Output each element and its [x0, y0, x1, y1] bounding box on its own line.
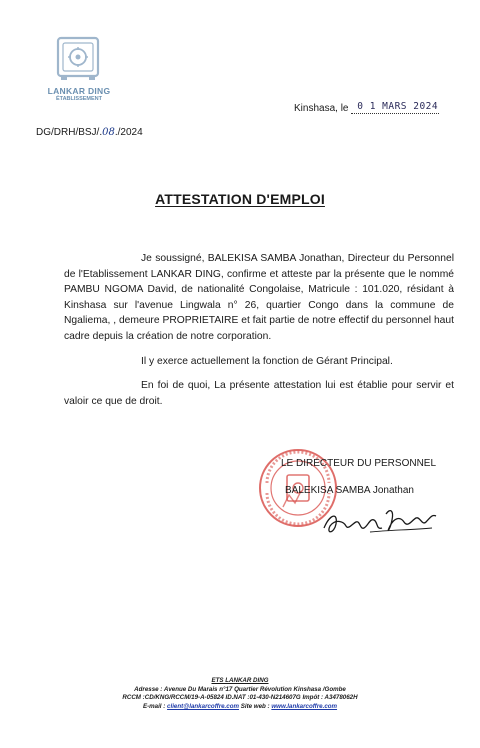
body-paragraph: En foi de quoi, La présente attestation lui est établie pour servir et valoir ce que de droit. — [64, 380, 454, 407]
footer — [0, 677, 480, 711]
reference-suffix: ./2024 — [114, 127, 143, 138]
body-paragraph: Je soussigné, BALEKISA SAMBA Jonathan, Directeur du Personnel de l'Etablissement LANKAR DING, confirme et atteste par la présente que le nommé PAMBU NGOMA David, de nationalité Congolaise, Matricule : 101.020, résidant à Kinshasa sur l'avenue Lingwala n° 26, quartier Congo dans la commune de Ngaliema, , demeure PROPRIETAIRE et fait partie de notre effectif du personnel haut cadre depuis la création de notre corporation. — [64, 253, 454, 342]
footer-address: Adresse : Avenue Du Marais n°17 Quartier Révolution Kinshasa /Gombe — [134, 685, 346, 693]
footer-site-label: Site web : — [240, 702, 270, 710]
footer-email-label: E-mail : — [142, 702, 166, 710]
date-line — [351, 103, 439, 114]
signatory-name: BALEKISA SAMBA Jonathan — [285, 485, 414, 496]
footer-website-link[interactable]: www.lankarcoffre.com — [271, 702, 338, 710]
handwritten-signature — [320, 500, 440, 542]
company-logo — [34, 36, 124, 112]
document-title-text: ATTESTATION D'EMPLOI — [155, 191, 325, 207]
reference-number — [36, 127, 143, 138]
document-title — [0, 191, 480, 207]
place-label: Kinshasa, le — [294, 103, 349, 114]
footer-registration: RCCM :CD/KNG/RCCM/19-A-05824 ID.NAT :01-430-N214607G Impôt : A3478062H — [122, 694, 358, 702]
place-and-date — [294, 103, 439, 114]
footer-contact — [0, 703, 480, 712]
footer-email-link[interactable]: client@lankarcoffre.com — [167, 702, 239, 710]
footer-company: ETS LANKAR DING — [211, 677, 269, 684]
safe-icon — [50, 36, 106, 84]
letter-body — [64, 251, 454, 409]
body-paragraph: Il y exerce actuellement la fonction de Gérant Principal. — [141, 355, 393, 367]
reference-prefix: DG/DRH/BSJ/. — [36, 127, 103, 138]
signatory-title: LE DIRECTEUR DU PERSONNEL — [281, 458, 437, 469]
company-name: LANKAR DING — [47, 86, 111, 96]
company-subtitle: ÉTABLISSEMENT — [55, 96, 103, 102]
reference-handwritten-number: 08 — [102, 127, 115, 138]
date-stamp: 0 1 MARS 2024 — [357, 101, 439, 112]
